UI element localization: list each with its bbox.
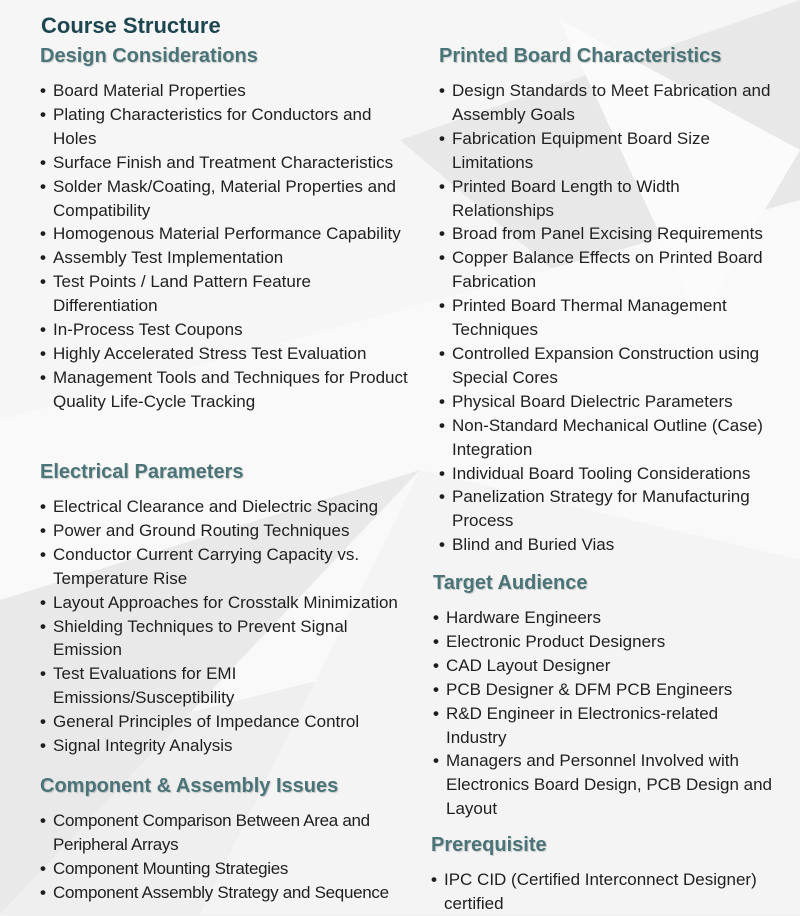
- list-item: • Panelization Strategy for Manufacturing Process: [439, 485, 779, 533]
- printed-board-list: [439, 79, 779, 557]
- section-title-prerequisite: Prerequisite: [431, 834, 547, 856]
- list-item: • Non-Standard Mechanical Outline (Case) Integration: [439, 414, 779, 462]
- section-target-audience: [433, 570, 773, 821]
- section-title-printed-board: Printed Board Characteristics: [439, 45, 722, 67]
- component-assembly-list: [40, 809, 412, 905]
- electrical-parameters-list: [40, 495, 412, 758]
- section-prerequisite: [431, 832, 771, 916]
- list-item: • Solder Mask/Coating, Material Properties and Compatibility: [40, 175, 412, 223]
- section-title-design-considerations: Design Considerations: [40, 45, 258, 67]
- section-design-considerations: [40, 43, 412, 414]
- list-item: • Hardware Engineers: [433, 606, 773, 630]
- list-item: • Plating Characteristics for Conductors and Holes: [40, 103, 412, 151]
- list-item: • Individual Board Tooling Considerations: [439, 462, 779, 486]
- section-title-target-audience: Target Audience: [433, 572, 588, 594]
- section-component-assembly: [40, 773, 412, 905]
- list-item: • Blind and Buried Vias: [439, 533, 779, 557]
- list-item: • Controlled Expansion Construction using Special Cores: [439, 342, 779, 390]
- list-item: • R&D Engineer in Electronics-related Industry: [433, 702, 773, 750]
- list-item: • Power and Ground Routing Techniques: [40, 519, 412, 543]
- list-item: • Design Standards to Meet Fabrication and Assembly Goals: [439, 79, 779, 127]
- list-item: • IPC CID (Certified Interconnect Designer) certified: [431, 868, 771, 916]
- list-item: • Test Evaluations for EMI Emissions/Susceptibility: [40, 662, 412, 710]
- list-item: • Copper Balance Effects on Printed Board Fabrication: [439, 246, 779, 294]
- list-item: • Printed Board Thermal Management Techniques: [439, 294, 779, 342]
- list-item: • Managers and Personnel Involved with Electronics Board Design, PCB Design and Layout: [433, 749, 773, 821]
- list-item: • PCB Designer & DFM PCB Engineers: [433, 678, 773, 702]
- design-considerations-list: [40, 79, 412, 414]
- list-item: • Component Assembly Strategy and Sequence: [40, 881, 412, 905]
- list-item: • Management Tools and Techniques for Product Quality Life-Cycle Tracking: [40, 366, 412, 414]
- list-item: • Board Material Properties: [40, 79, 412, 103]
- list-item: • Broad from Panel Excising Requirements: [439, 222, 779, 246]
- list-item: • Highly Accelerated Stress Test Evaluation: [40, 342, 412, 366]
- list-item: • Physical Board Dielectric Parameters: [439, 390, 779, 414]
- section-electrical-parameters: [40, 459, 412, 758]
- list-item: • In-Process Test Coupons: [40, 318, 412, 342]
- section-title-electrical-parameters: Electrical Parameters: [40, 461, 244, 483]
- page-title: Course Structure: [41, 13, 221, 38]
- list-item: • CAD Layout Designer: [433, 654, 773, 678]
- list-item: • Component Mounting Strategies: [40, 857, 412, 881]
- list-item: • Shielding Techniques to Prevent Signal Emission: [40, 615, 412, 663]
- list-item: • Electronic Product Designers: [433, 630, 773, 654]
- list-item: • Component Comparison Between Area and Peripheral Arrays: [40, 809, 412, 857]
- list-item: • Surface Finish and Treatment Characteristics: [40, 151, 412, 175]
- list-item: • General Principles of Impedance Control: [40, 710, 412, 734]
- section-title-component-assembly: Component & Assembly Issues: [40, 775, 339, 797]
- target-audience-list: [433, 606, 773, 821]
- list-item: • Electrical Clearance and Dielectric Spacing: [40, 495, 412, 519]
- list-item: • Layout Approaches for Crosstalk Minimization: [40, 591, 412, 615]
- list-item: • Printed Board Length to Width Relationships: [439, 175, 779, 223]
- section-printed-board: [439, 43, 779, 557]
- list-item: • Conductor Current Carrying Capacity vs. Temperature Rise: [40, 543, 412, 591]
- list-item: • Fabrication Equipment Board Size Limitations: [439, 127, 779, 175]
- list-item: • Signal Integrity Analysis: [40, 734, 412, 758]
- prerequisite-list: [431, 868, 771, 916]
- list-item: • Test Points / Land Pattern Feature Differentiation: [40, 270, 412, 318]
- list-item: • Assembly Test Implementation: [40, 246, 412, 270]
- list-item: • Homogenous Material Performance Capability: [40, 222, 412, 246]
